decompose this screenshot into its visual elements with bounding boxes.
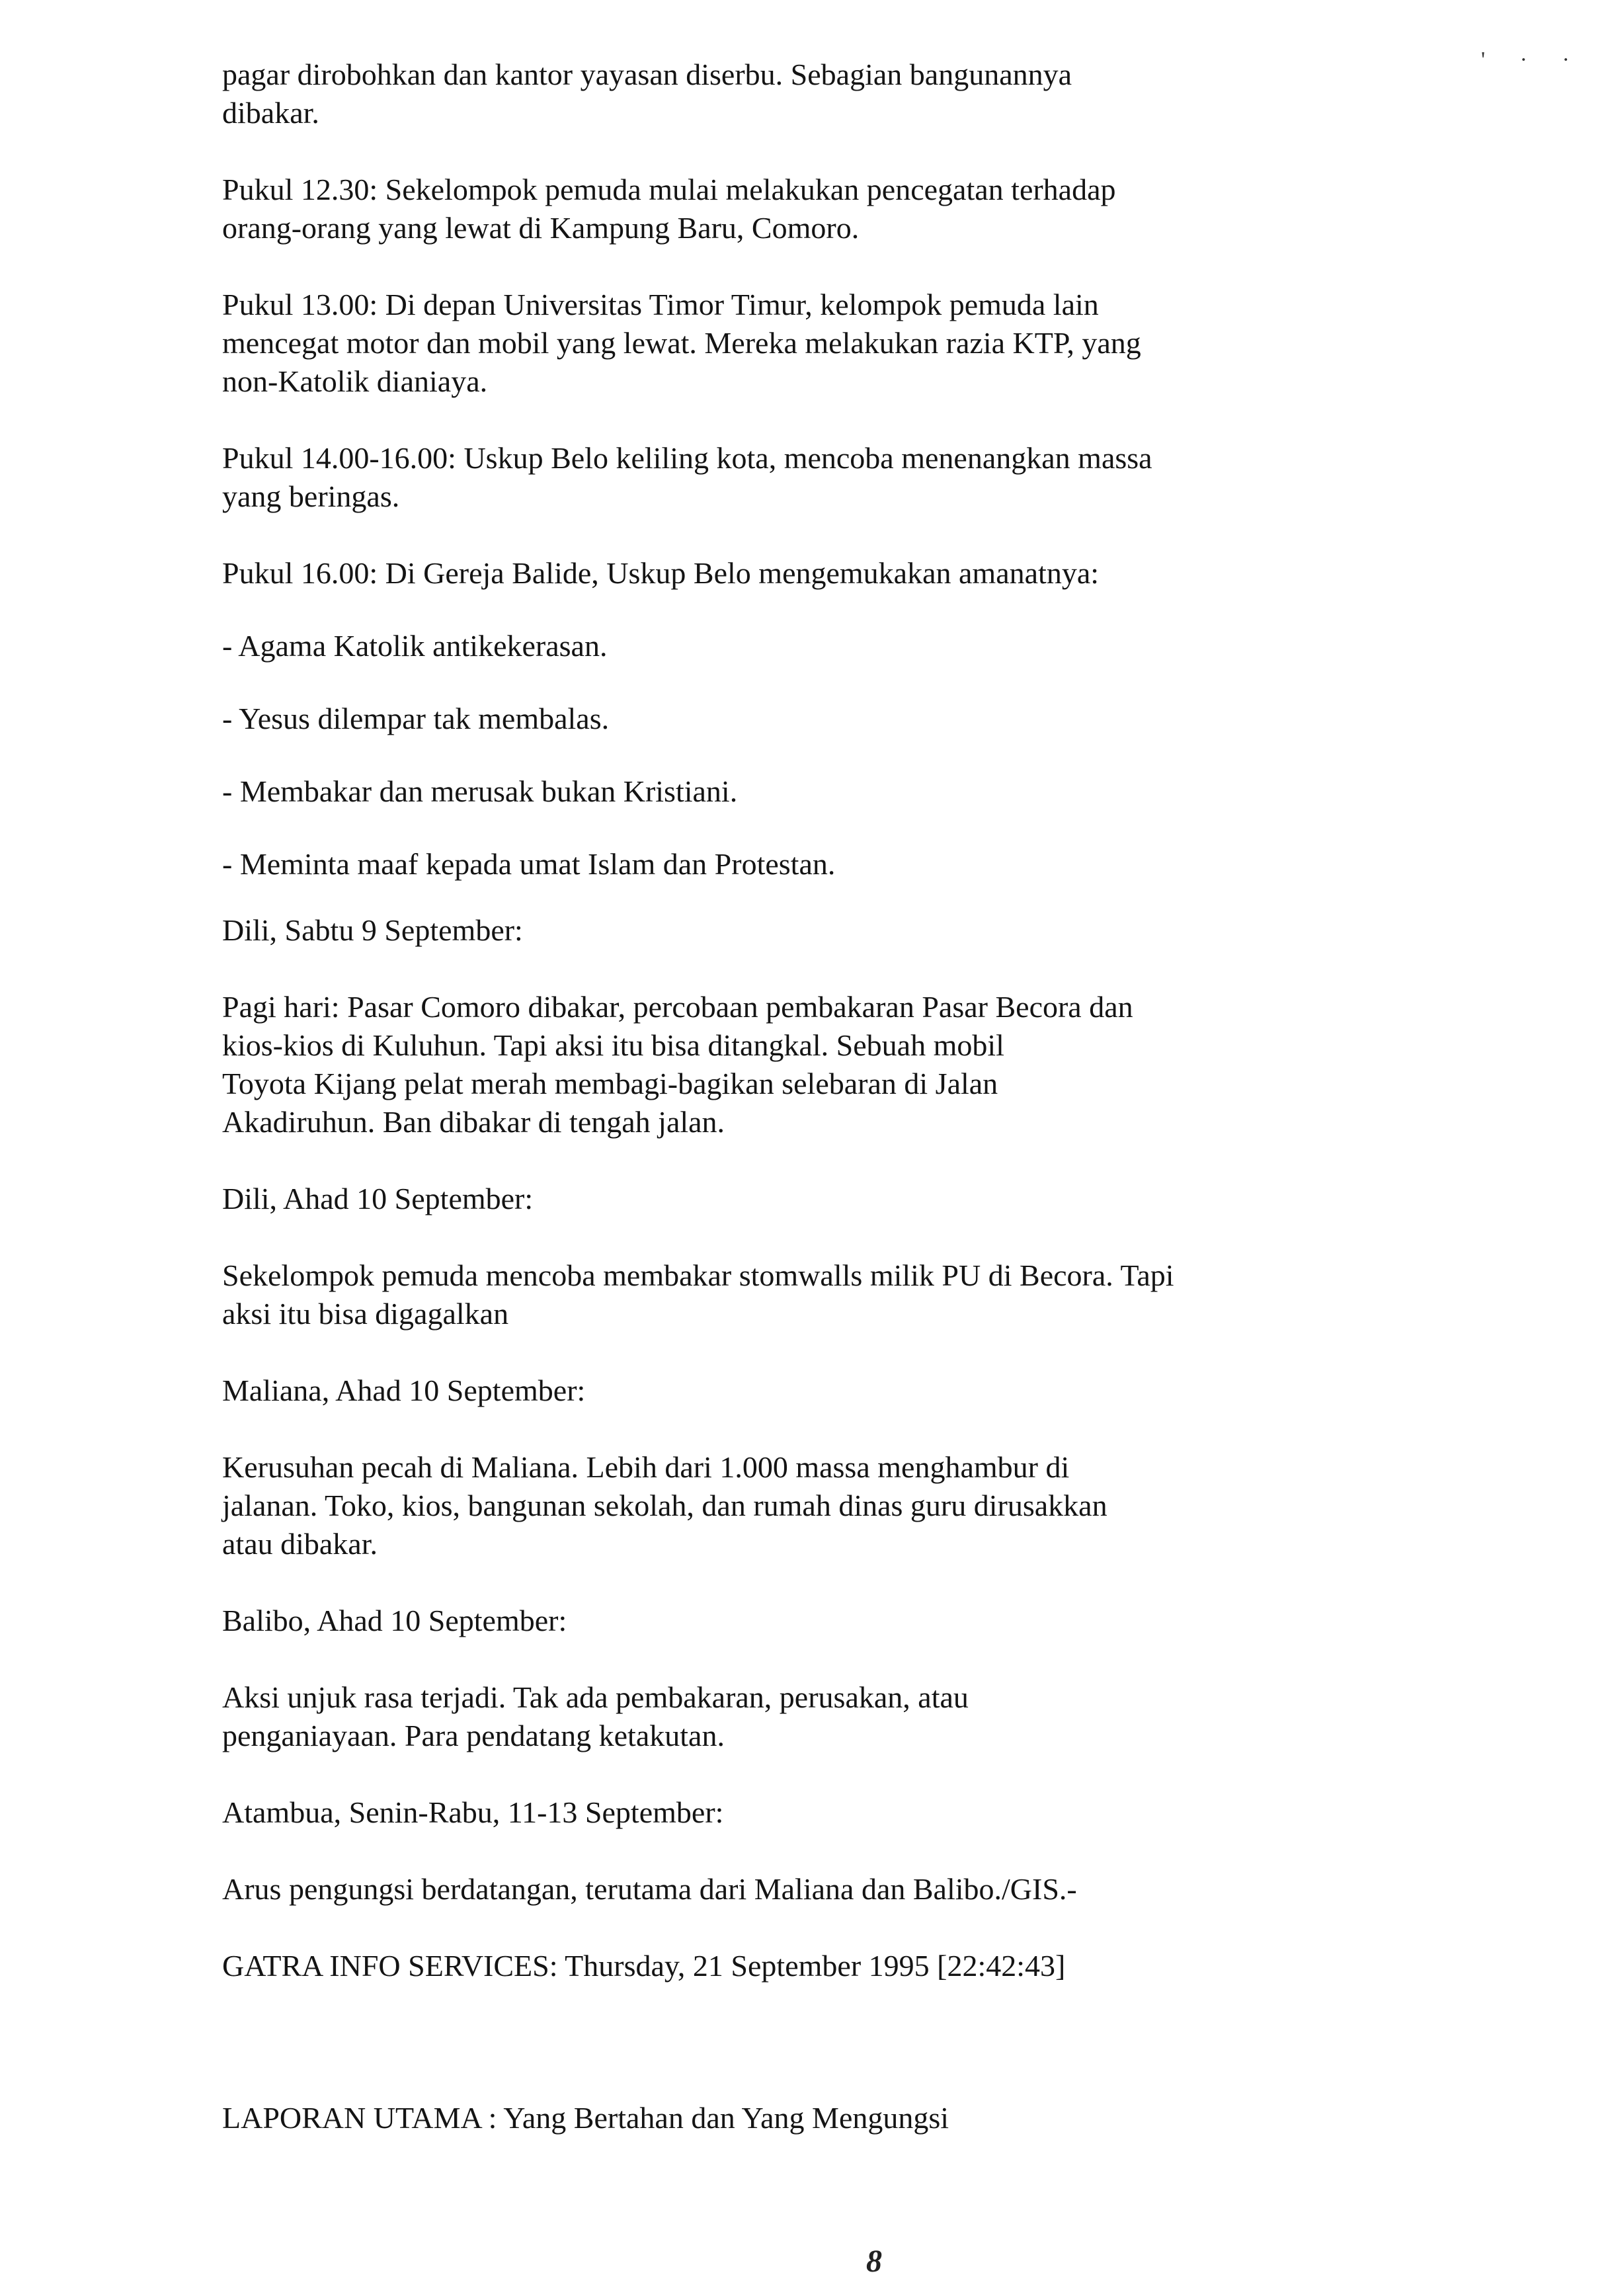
section-heading-maliana xyxy=(222,1372,1346,1410)
text-line: Pagi hari: Pasar Comoro dibakar, percobaan pembakaran Pasar Becora dan xyxy=(222,990,1133,1024)
text-line: orang-orang yang lewat di Kampung Baru, Comoro. xyxy=(222,211,860,245)
list-item-amanat xyxy=(222,700,1346,738)
text-line: Arus pengungsi berdatangan, terutama dari Maliana dan Balibo./GIS.- xyxy=(222,1872,1077,1906)
text-line: dibakar. xyxy=(222,96,319,130)
paragraph-1400-1600 xyxy=(222,439,1346,516)
text-line: atau dibakar. xyxy=(222,1527,378,1561)
text-line: Pukul 16.00: Di Gereja Balide, Uskup Belo mengemukakan amanatnya: xyxy=(222,556,1100,590)
page-number: 8 xyxy=(866,2244,882,2279)
text-line: Pukul 14.00-16.00: Uskup Belo keliling kota, mencoba menenangkan massa xyxy=(222,441,1152,475)
paragraph-yayasan-attack xyxy=(222,56,1346,132)
text-line: Aksi unjuk rasa terjadi. Tak ada pembakaran, perusakan, atau xyxy=(222,1680,969,1714)
text-line: - Meminta maaf kepada umat Islam dan Protestan. xyxy=(222,847,836,881)
paragraph-1230 xyxy=(222,171,1346,247)
paragraph-pagi-hari xyxy=(222,988,1346,1141)
text-line: Toyota Kijang pelat merah membagi-bagikan selebaran di Jalan xyxy=(222,1067,998,1100)
next-article-title xyxy=(222,2099,1346,2137)
section-heading-dili-sabtu xyxy=(222,911,1346,950)
text-line: kios-kios di Kuluhun. Tapi aksi itu bisa ditangkal. Sebuah mobil xyxy=(222,1028,1004,1062)
text-line: Dili, Ahad 10 September: xyxy=(222,1182,534,1215)
text-line: LAPORAN UTAMA : Yang Bertahan dan Yang Mengungsi xyxy=(222,2101,949,2135)
text-line: Atambua, Senin-Rabu, 11-13 September: xyxy=(222,1795,724,1829)
text-line: pagar dirobohkan dan kantor yayasan diserbu. Sebagian bangunannya xyxy=(222,58,1072,91)
document-body xyxy=(222,56,1346,2137)
text-line: Dili, Sabtu 9 September: xyxy=(222,913,523,947)
list-item-amanat xyxy=(222,772,1346,811)
text-line: Kerusuhan pecah di Maliana. Lebih dari 1.000 massa menghambur di xyxy=(222,1450,1070,1484)
text-line: aksi itu bisa digagalkan xyxy=(222,1297,509,1331)
text-line: Balibo, Ahad 10 September: xyxy=(222,1604,567,1637)
section-heading-dili-ahad xyxy=(222,1180,1346,1218)
paragraph-becora xyxy=(222,1256,1346,1333)
source-line xyxy=(222,1947,1346,1985)
text-line: Pukul 13.00: Di depan Universitas Timor Timur, kelompok pemuda lain xyxy=(222,288,1099,321)
paragraph-balibo xyxy=(222,1678,1346,1755)
text-line: GATRA INFO SERVICES: Thursday, 21 September 1995 [22:42:43] xyxy=(222,1949,1066,1983)
section-heading-atambua xyxy=(222,1793,1346,1832)
text-line: penganiayaan. Para pendatang ketakutan. xyxy=(222,1719,725,1752)
text-line: - Yesus dilempar tak membalas. xyxy=(222,702,610,735)
text-line: yang beringas. xyxy=(222,479,400,513)
paragraph-1600 xyxy=(222,554,1346,593)
text-line: - Membakar dan merusak bukan Kristiani. xyxy=(222,774,738,808)
text-line: Akadiruhun. Ban dibakar di tengah jalan. xyxy=(222,1105,725,1139)
text-line: mencegat motor dan mobil yang lewat. Mereka melakukan razia KTP, yang xyxy=(222,326,1141,360)
list-item-amanat xyxy=(222,845,1346,883)
paragraph-maliana xyxy=(222,1448,1346,1563)
paragraph-1300 xyxy=(222,286,1346,401)
list-item-amanat xyxy=(222,627,1346,665)
text-line: Sekelompok pemuda mencoba membakar stomwalls milik PU di Becora. Tapi xyxy=(222,1258,1174,1292)
text-line: non-Katolik dianiaya. xyxy=(222,364,488,398)
paragraph-arus-pengungsi xyxy=(222,1870,1346,1908)
section-heading-balibo xyxy=(222,1602,1346,1640)
text-line: Maliana, Ahad 10 September: xyxy=(222,1374,586,1407)
text-line: Pukul 12.30: Sekelompok pemuda mulai melakukan pencegatan terhadap xyxy=(222,173,1116,206)
corner-scan-marks: ' · · xyxy=(1481,48,1584,72)
text-line: jalanan. Toko, kios, bangunan sekolah, dan rumah dinas guru dirusakkan xyxy=(222,1489,1107,1522)
text-line: - Agama Katolik antikekerasan. xyxy=(222,629,608,663)
